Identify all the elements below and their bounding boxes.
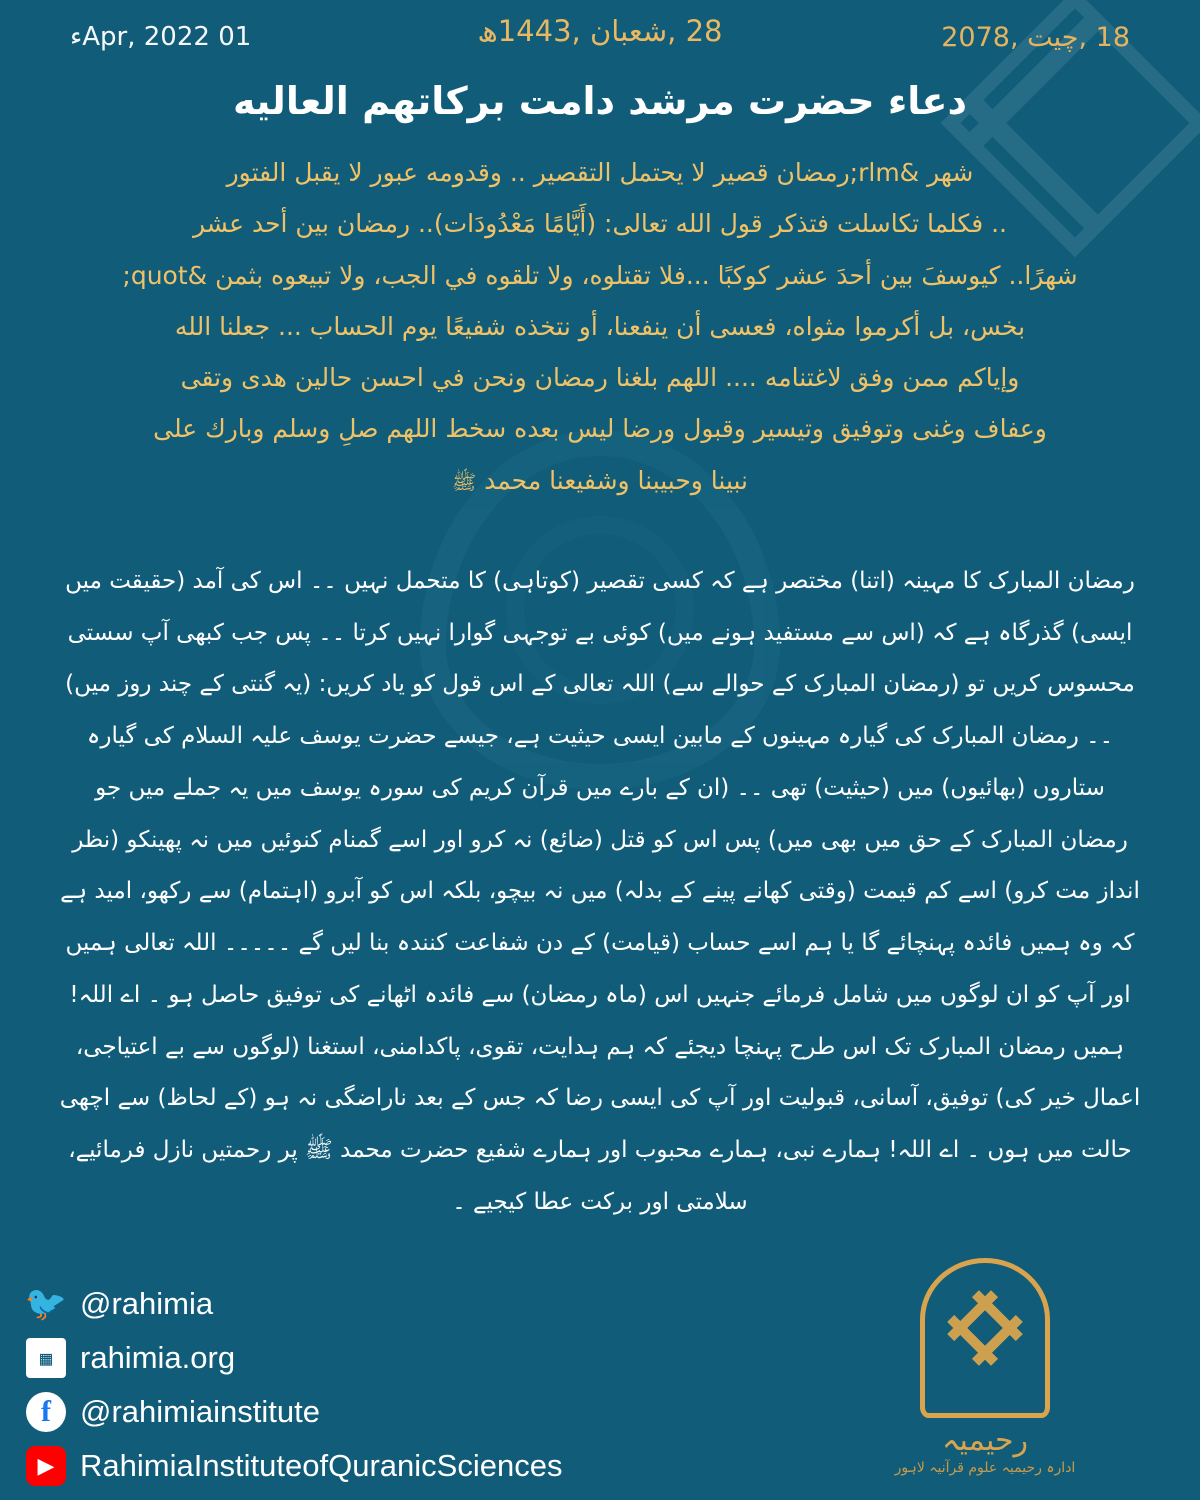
social-links bbox=[26, 1284, 562, 1486]
arabic-line: شهرًا.. كيوسفَ بين أحدَ عشر كوكبًا ...فلا تقتلوه، ولا تلقوه في الجب، ولا تبيعوه بثمن &quot; bbox=[122, 260, 1078, 290]
urdu-body-text bbox=[58, 556, 1142, 1229]
gregorian-date: 01 Apr, 2022ء bbox=[70, 22, 252, 52]
social-link-facebook[interactable] bbox=[26, 1392, 562, 1432]
social-link-youtube[interactable] bbox=[26, 1446, 562, 1486]
arabic-line: وإياكم ممن وفق لاغتنامه .... اللهم بلغنا رمضان ونحن في احسن حالين هدى وتقى bbox=[180, 363, 1020, 392]
kufic-logo-icon bbox=[920, 1258, 1050, 1418]
header bbox=[0, 0, 1200, 53]
social-handle-youtube: RahimiaInstituteofQuranicSciences bbox=[80, 1448, 563, 1483]
social-handle-website: rahimia.org bbox=[80, 1340, 236, 1375]
nanakshahi-date: 18 ,چیت ,2078 bbox=[941, 22, 1130, 53]
website-icon: ▦ bbox=[26, 1338, 66, 1378]
facebook-icon: f bbox=[26, 1392, 66, 1432]
arabic-line: وعفاف وغنى وتوفيق وتيسير وقبول ورضا ليس بعده سخط اللهم صلِ وسلم وبارك على bbox=[153, 414, 1047, 444]
urdu-paragraph: رمضان المبارک کا مہینہ (اتنا) مختصر ہے کہ کسی تقصیر (کوتاہی) کا متحمل نہیں ۔۔ اس کی آمد (حقیقت میں ایسی) گذرگاہ ہے کہ (اس سے مستفید ہونے میں) کوئی بے توجہی گوارا نہیں کرتا ۔۔ پس جب کبھی آپ سستی محسوس کریں تو (رمضان المبارک کے حوالے سے) اللہ تعالی کے اس قول کو یاد کریں: (یہ گنتی کے چند روز میں) ۔۔ رمضان المبارک کی گیارہ مہینوں کے مابین ایسی حیثیت ہے، جیسے حضرت یوسف علیہ السلام کی گیارہ ستاروں (بھائیوں) میں (حیثیت) تھی ۔۔ (ان کے بارے میں قرآن کریم کی سورہ یوسف میں یہ جملے میں جو رمضان المبارک کے حق میں بھی میں) پس اس کو قتل (ضائع) نہ کرو اور اسے گمنام کنوئیں میں نہ پھینکو (نظر انداز مت کرو) اسے کم قیمت (وقتی کھانے پینے کے بدلہ) میں نہ بیچو، بلکہ اس کو آبرو (اہتمام) سے رکھو، امید ہے کہ وہ ہمیں فائدہ پہنچائے گا یا ہم اسے حساب (قیامت) کے دن شفاعت کنندہ بنا لیں گے ۔۔۔۔۔ اللہ تعالی ہمیں اور آپ کو ان لوگوں میں شامل فرمائے جنہیں اس (ماہ رمضان) سے فائدہ اٹھانے کی توفیق حاصل ہو ۔ اے اللہ! ہمیں رمضان المبارک تک اس طرح پہنچا دیجئے کہ ہم ہدایت، تقوی، پاکدامنی، استغنا (لوگوں سے بے اعتیاجی، اعمال خیر کی) توفیق، آسانی، قبولیت اور آپ کی ایسی رضا کہ جس کے بعد ناراضگی نہ ہو (کے لحاظ) سے اچھی حالت میں ہوں ۔ اے اللہ! ہمارے نبی، ہمارے محبوب اور ہمارے شفیع حضرت محمد ﷺ پر رحمتیں نازل فرمائیے، سلامتی اور برکت عطا کیجیے ۔ bbox=[59, 567, 1141, 1215]
logo-subtitle: ادارہ رحیمیہ علوم قرآنیہ لاہور bbox=[894, 1460, 1076, 1476]
hijri-date: 28 ,شعبان ,1443ھ bbox=[477, 14, 723, 48]
arabic-dua-block bbox=[60, 147, 1140, 506]
social-link-twitter[interactable] bbox=[26, 1284, 562, 1324]
arabic-line: بخس، بل أكرموا مثواه، فعسى أن ينفعنا، أو نتخذه شفيعًا يوم الحساب ... جعلنا الله bbox=[174, 311, 1026, 341]
institute-logo bbox=[890, 1258, 1080, 1476]
twitter-icon: 🐦 bbox=[24, 1285, 68, 1323]
sallallahu-alayhi-wasallam-icon: ﷺ bbox=[451, 469, 477, 494]
social-link-website[interactable] bbox=[26, 1338, 562, 1378]
youtube-icon: ▶ bbox=[26, 1446, 66, 1486]
page-title: دعاء حضرت مرشد دامت بركاتهم العاليه bbox=[233, 79, 967, 123]
arabic-line-text: نبينا وحبيبنا وشفيعنا محمد bbox=[484, 465, 749, 495]
arabic-line-last bbox=[60, 455, 1140, 506]
social-handle-facebook: @rahimiainstitute bbox=[80, 1394, 320, 1429]
social-handle-twitter: @rahimia bbox=[80, 1286, 214, 1321]
footer bbox=[0, 1240, 1200, 1500]
arabic-line: شهر &rlm;رمضان قصير لا يحتمل التقصير .. وقدومه عبور لا يقبل الفتور bbox=[226, 158, 974, 187]
arabic-line: .. فكلما تكاسلت فتذكر قول الله تعالى: (أَيَّامًا مَعْدُودَات).. رمضان بين أحد عشر bbox=[193, 209, 1007, 239]
logo-name: رحیمیہ bbox=[941, 1423, 1029, 1458]
